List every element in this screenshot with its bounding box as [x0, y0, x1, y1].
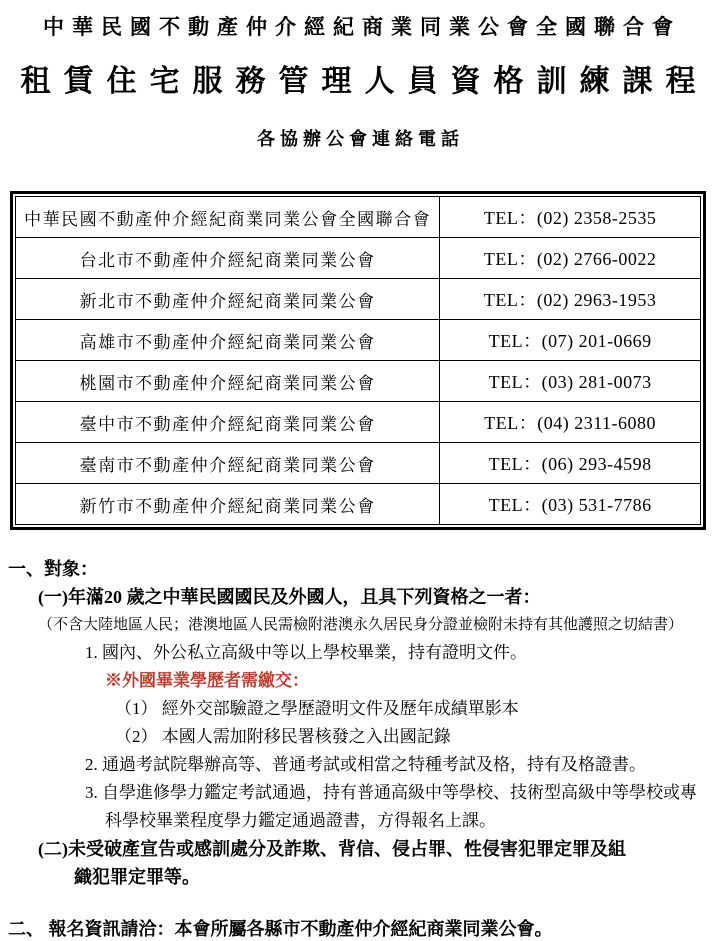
tel-cell: TEL：(02) 2766-0022: [440, 238, 701, 279]
org-title: 中華民國不動產仲介經紀商業同業公會全國聯合會: [43, 15, 681, 39]
contact-table-caption: 各協辦公會連絡電話: [257, 129, 464, 149]
item1-point3-line2: 科學校畢業程度學力鑑定通過證書，方得報名上課。: [105, 811, 496, 830]
item1-point2: 2. 通過考試院舉辦高等、普通考試或相當之特種考試及格，持有及格證書。: [85, 755, 646, 774]
org-name-cell: 臺南市不動產仲介經紀商業同業公會: [16, 443, 440, 484]
tel-cell: TEL：(02) 2358-2535: [440, 197, 701, 238]
tel-cell: TEL：(07) 201-0669: [440, 320, 701, 361]
contact-table: [15, 196, 701, 525]
item1-parenthetical-note: （不含大陸地區人民；港澳地區人民需檢附港澳永久居民身分證並檢附未持有其他護照之切結書）: [38, 617, 684, 633]
table-row: [16, 320, 701, 361]
foreign-degree-sub2: （2） 本國人需加附移民署核發之入出國記錄: [115, 727, 451, 746]
table-row: [16, 279, 701, 320]
org-name-cell: 臺中市不動產仲介經紀商業同業公會: [16, 402, 440, 443]
item2-line1: (二)未受破產宣告或感訓處分及詐欺、背信、侵占罪、性侵害犯罪定罪及組: [38, 839, 626, 859]
table-row: [16, 402, 701, 443]
tel-cell: TEL：(03) 281-0073: [440, 361, 701, 402]
foreign-degree-note: ※外國畢業學歷者需繳交：: [105, 671, 309, 690]
table-row: [16, 361, 701, 402]
org-name-cell: 高雄市不動產仲介經紀商業同業公會: [16, 320, 440, 361]
tel-cell: TEL：(04) 2311-6080: [440, 402, 701, 443]
org-name-cell: 中華民國不動產仲介經紀商業同業公會全國聯合會: [16, 197, 440, 238]
tel-cell: TEL：(06) 293-4598: [440, 443, 701, 484]
table-row: [16, 484, 701, 525]
tel-cell: TEL：(03) 531-7786: [440, 484, 701, 525]
table-row: [16, 197, 701, 238]
item1-point3-line1: 3. 自學進修學力鑑定考試通過，持有普通高級中等學校、技術型高級中等學校或專: [85, 783, 697, 802]
org-name-cell: 桃園市不動產仲介經紀商業同業公會: [16, 361, 440, 402]
tel-cell: TEL：(02) 2963-1953: [440, 279, 701, 320]
item2-line2: 織犯罪定罪等。: [74, 867, 200, 887]
item1-heading: (一)年滿20 歲之中華民國國民及外國人，且具下列資格之一者：: [38, 587, 541, 607]
registration-info: 二、 報名資訊請洽：本會所屬各縣市不動產仲介經紀商業同業公會。: [8, 919, 553, 939]
item1-point1: 1. 國內、外公私立高級中等以上學校畢業，持有證明文件。: [85, 643, 527, 662]
table-row: [16, 443, 701, 484]
table-row: [16, 238, 701, 279]
contact-table-frame: [10, 191, 706, 530]
org-name-cell: 新北市不動產仲介經紀商業同業公會: [16, 279, 440, 320]
course-title: 租賃住宅服務管理人員資格訓練課程: [20, 65, 709, 98]
section1-heading: 一、對象：: [8, 559, 98, 579]
eligibility-section: [8, 555, 708, 891]
org-name-cell: 新竹市不動產仲介經紀商業同業公會: [16, 484, 440, 525]
foreign-degree-sub1: （1） 經外交部驗證之學歷證明文件及歷年成績單影本: [115, 699, 519, 718]
org-name-cell: 台北市不動產仲介經紀商業同業公會: [16, 238, 440, 279]
